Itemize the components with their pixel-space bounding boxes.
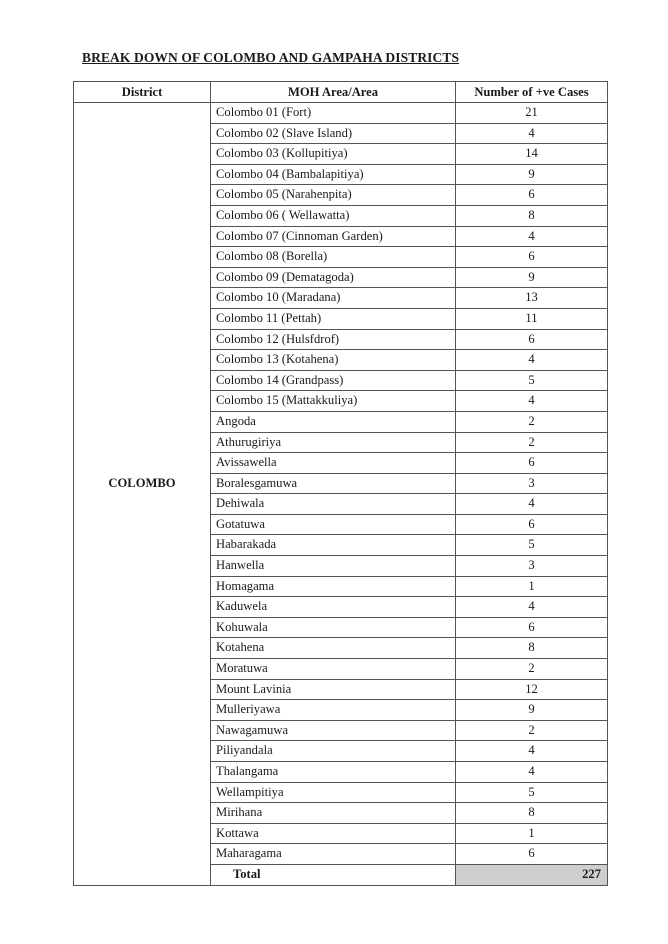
moh-area-cell: Colombo 01 (Fort) [211, 103, 456, 124]
total-label: Total [211, 864, 456, 885]
moh-area-cell: Kotahena [211, 638, 456, 659]
cases-cell: 11 [456, 308, 608, 329]
moh-area-cell: Avissawella [211, 453, 456, 474]
cases-cell: 4 [456, 391, 608, 412]
cases-cell: 8 [456, 803, 608, 824]
moh-area-cell: Kottawa [211, 823, 456, 844]
cases-cell: 14 [456, 144, 608, 165]
moh-area-cell: Colombo 11 (Pettah) [211, 308, 456, 329]
moh-area-cell: Colombo 15 (Mattakkuliya) [211, 391, 456, 412]
cases-cell: 8 [456, 638, 608, 659]
cases-cell: 2 [456, 411, 608, 432]
cases-cell: 21 [456, 103, 608, 124]
cases-cell: 6 [456, 514, 608, 535]
cases-cell: 9 [456, 700, 608, 721]
moh-area-cell: Kohuwala [211, 617, 456, 638]
cases-cell: 1 [456, 823, 608, 844]
cases-cell: 1 [456, 576, 608, 597]
cases-cell: 4 [456, 762, 608, 783]
moh-area-cell: Mount Lavinia [211, 679, 456, 700]
cases-cell: 6 [456, 844, 608, 865]
cases-cell: 6 [456, 185, 608, 206]
moh-area-cell: Colombo 03 (Kollupitiya) [211, 144, 456, 165]
cases-cell: 6 [456, 247, 608, 268]
moh-area-cell: Gotatuwa [211, 514, 456, 535]
table-header-row [74, 82, 608, 103]
document-title: BREAK DOWN OF COLOMBO AND GAMPAHA DISTRICTS [82, 50, 460, 65]
moh-area-cell: Kaduwela [211, 597, 456, 618]
cases-cell: 2 [456, 659, 608, 680]
cases-cell: 5 [456, 782, 608, 803]
moh-area-cell: Angoda [211, 411, 456, 432]
moh-area-cell: Colombo 05 (Narahenpita) [211, 185, 456, 206]
cases-cell: 6 [456, 453, 608, 474]
blank-cell [74, 864, 211, 885]
cases-cell: 6 [456, 329, 608, 350]
cases-cell: 5 [456, 535, 608, 556]
column-header-cases: Number of +ve Cases [456, 82, 608, 103]
moh-area-cell: Wellampitiya [211, 782, 456, 803]
moh-area-cell: Mulleriyawa [211, 700, 456, 721]
cases-cell: 2 [456, 432, 608, 453]
cases-cell: 13 [456, 288, 608, 309]
cases-cell: 4 [456, 350, 608, 371]
cases-cell: 9 [456, 164, 608, 185]
moh-area-cell: Colombo 14 (Grandpass) [211, 370, 456, 391]
cases-cell: 4 [456, 741, 608, 762]
cases-cell: 4 [456, 226, 608, 247]
moh-area-cell: Maharagama [211, 844, 456, 865]
moh-area-cell: Moratuwa [211, 659, 456, 680]
moh-area-cell: Colombo 12 (Hulsfdrof) [211, 329, 456, 350]
moh-area-cell: Colombo 02 (Slave Island) [211, 123, 456, 144]
moh-area-cell: Mirihana [211, 803, 456, 824]
moh-area-cell: Colombo 04 (Bambalapitiya) [211, 164, 456, 185]
moh-area-cell: Boralesgamuwa [211, 473, 456, 494]
cases-cell: 3 [456, 556, 608, 577]
cases-cell: 5 [456, 370, 608, 391]
total-value: 227 [456, 864, 608, 885]
moh-area-cell: Dehiwala [211, 494, 456, 515]
cases-cell: 4 [456, 494, 608, 515]
cases-table [73, 81, 608, 886]
cases-cell: 9 [456, 267, 608, 288]
moh-area-cell: Hanwella [211, 556, 456, 577]
cases-cell: 8 [456, 205, 608, 226]
moh-area-cell: Colombo 07 (Cinnoman Garden) [211, 226, 456, 247]
moh-area-cell: Colombo 09 (Dematagoda) [211, 267, 456, 288]
cases-cell: 4 [456, 123, 608, 144]
moh-area-cell: Athurugiriya [211, 432, 456, 453]
cases-cell: 6 [456, 617, 608, 638]
moh-area-cell: Habarakada [211, 535, 456, 556]
table-row [74, 103, 608, 124]
moh-area-cell: Thalangama [211, 762, 456, 783]
column-header-moh-area: MOH Area/Area [211, 82, 456, 103]
cases-cell: 4 [456, 597, 608, 618]
moh-area-cell: Colombo 06 ( Wellawatta) [211, 205, 456, 226]
cases-cell: 3 [456, 473, 608, 494]
district-cell: COLOMBO [74, 103, 211, 865]
moh-area-cell: Homagama [211, 576, 456, 597]
moh-area-cell: Colombo 13 (Kotahena) [211, 350, 456, 371]
total-row [74, 864, 608, 885]
moh-area-cell: Piliyandala [211, 741, 456, 762]
column-header-district: District [74, 82, 211, 103]
moh-area-cell: Colombo 10 (Maradana) [211, 288, 456, 309]
moh-area-cell: Colombo 08 (Borella) [211, 247, 456, 268]
cases-cell: 12 [456, 679, 608, 700]
moh-area-cell: Nawagamuwa [211, 720, 456, 741]
cases-cell: 2 [456, 720, 608, 741]
